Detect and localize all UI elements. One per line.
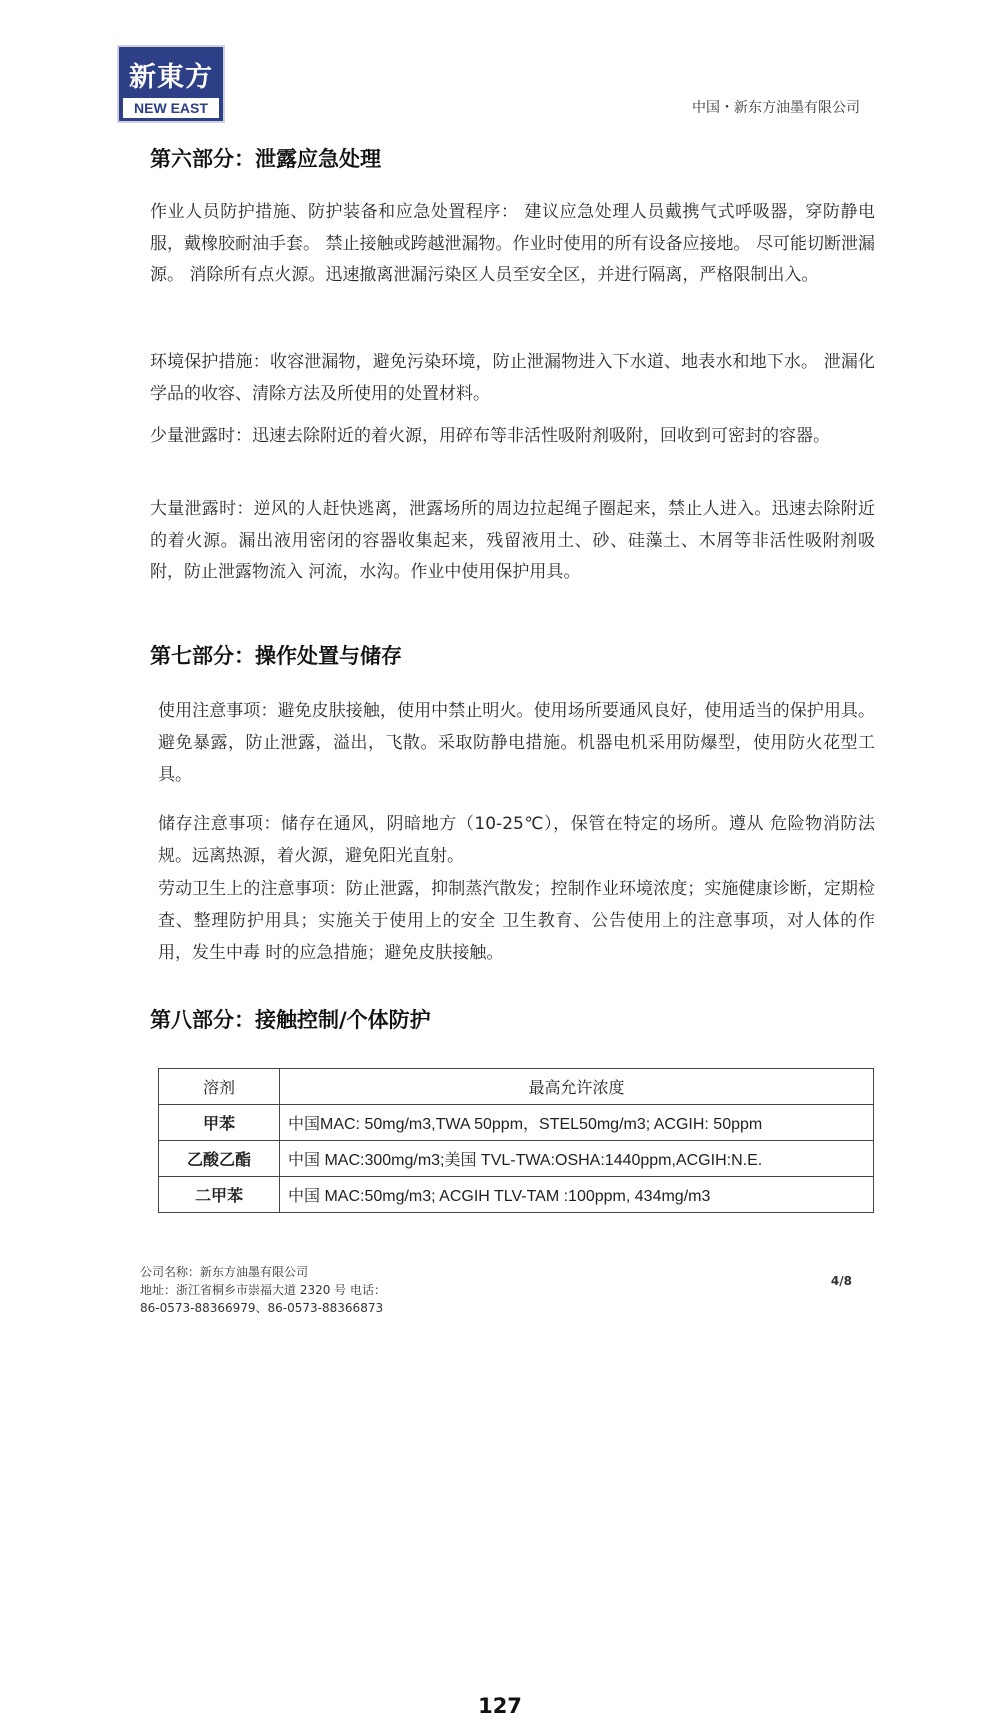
table-row	[159, 1105, 874, 1141]
section-6-title: 第六部分：泄露应急处理	[150, 147, 381, 171]
page-counter: 4/8	[830, 1274, 852, 1288]
header-company-name: 中国・新东方油墨有限公司	[692, 100, 860, 116]
section-7-title: 第七部分：操作处置与储存	[150, 644, 402, 668]
section-6-paragraph: 环境保护措施：收容泄漏物，避免污染环境，防止泄漏物进入下水道、地表水和地下水。 泄漏化学品的收容、清除方法及所使用的处置材料。	[150, 352, 875, 404]
company-logo	[117, 45, 225, 123]
logo-english-text: NEW EAST	[123, 98, 219, 118]
footer-address: 地址：浙江省桐乡市崇福大道 2320 号 电话：	[140, 1283, 386, 1297]
limit-cell: 中国 MAC:50mg/m3; ACGIH TLV-TAM :100ppm, 434mg/m3	[280, 1177, 874, 1213]
table-row	[159, 1141, 874, 1177]
limit-cell: 中国MAC: 50mg/m3,TWA 50ppm，STEL50mg/m3; ACGIH: 50ppm	[280, 1105, 874, 1141]
solvent-cell: 乙酸乙酯	[159, 1141, 280, 1177]
limit-cell: 中国 MAC:300mg/m3;美国 TVL-TWA:OSHA:1440ppm,ACGIH:N.E.	[280, 1141, 874, 1177]
section-7-paragraph: 劳动卫生上的注意事项：防止泄露，抑制蒸汽散发；控制作业环境浓度；实施健康诊断，定期检查、整理防护用具；实施关于使用上的安全 卫生教育、公告使用上的注意事项，对人体的作用，发生中毒 时的应急措施；避免皮肤接触。	[158, 879, 875, 963]
section-6-paragraph: 少量泄露时：迅速去除附近的着火源，用碎布等非活性吸附剂吸附，回收到可密封的容器。	[150, 426, 830, 446]
section-6-paragraph: 作业人员防护措施、防护装备和应急处置程序： 建议应急处理人员戴携气式呼吸器，穿防静电服，戴橡胶耐油手套。 禁止接触或跨越泄漏物。作业时使用的所有设备应接地。 尽可能切断泄漏源。 消除所有点火源。迅速撤离泄漏污染区人员至安全区，并进行隔离，严格限制出入。	[150, 202, 875, 285]
solvent-cell: 甲苯	[159, 1105, 280, 1141]
footer-phone: 86-0573-88366979、86-0573-88366873	[140, 1301, 384, 1315]
table-header-row	[159, 1069, 874, 1105]
column-header-limit: 最高允许浓度	[280, 1069, 874, 1105]
section-8-title: 第八部分：接触控制/个体防护	[150, 1008, 431, 1032]
section-6-paragraph: 大量泄露时：逆风的人赶快逃离，泄露场所的周边拉起绳子圈起来，禁止人进入。迅速去除附近的着火源。漏出液用密闭的容器收集起来，残留液用土、砂、硅藻土、木屑等非活性吸附剂吸附，防止泄露物流入 河流，水沟。作业中使用保护用具。	[150, 499, 875, 582]
table-row	[159, 1177, 874, 1213]
footer-contact	[140, 1263, 386, 1317]
exposure-limits-table	[158, 1068, 874, 1213]
page-number: 127	[478, 1694, 522, 1718]
footer-company: 公司名称：新东方油墨有限公司	[140, 1265, 309, 1279]
solvent-cell: 二甲苯	[159, 1177, 280, 1213]
column-header-solvent: 溶剂	[159, 1069, 280, 1105]
logo-chinese-text: 新東方	[129, 62, 213, 93]
section-7-paragraph: 使用注意事项：避免皮肤接触，使用中禁止明火。使用场所要通风良好，使用适当的保护用具。避免暴露，防止泄露，溢出，飞散。采取防静电措施。机器电机采用防爆型，使用防火花型工具。	[158, 701, 875, 785]
section-7-paragraph: 储存注意事项：储存在通风，阴暗地方（10-25℃），保管在特定的场所。遵从 危险物消防法规。远离热源，着火源，避免阳光直射。	[158, 814, 875, 866]
